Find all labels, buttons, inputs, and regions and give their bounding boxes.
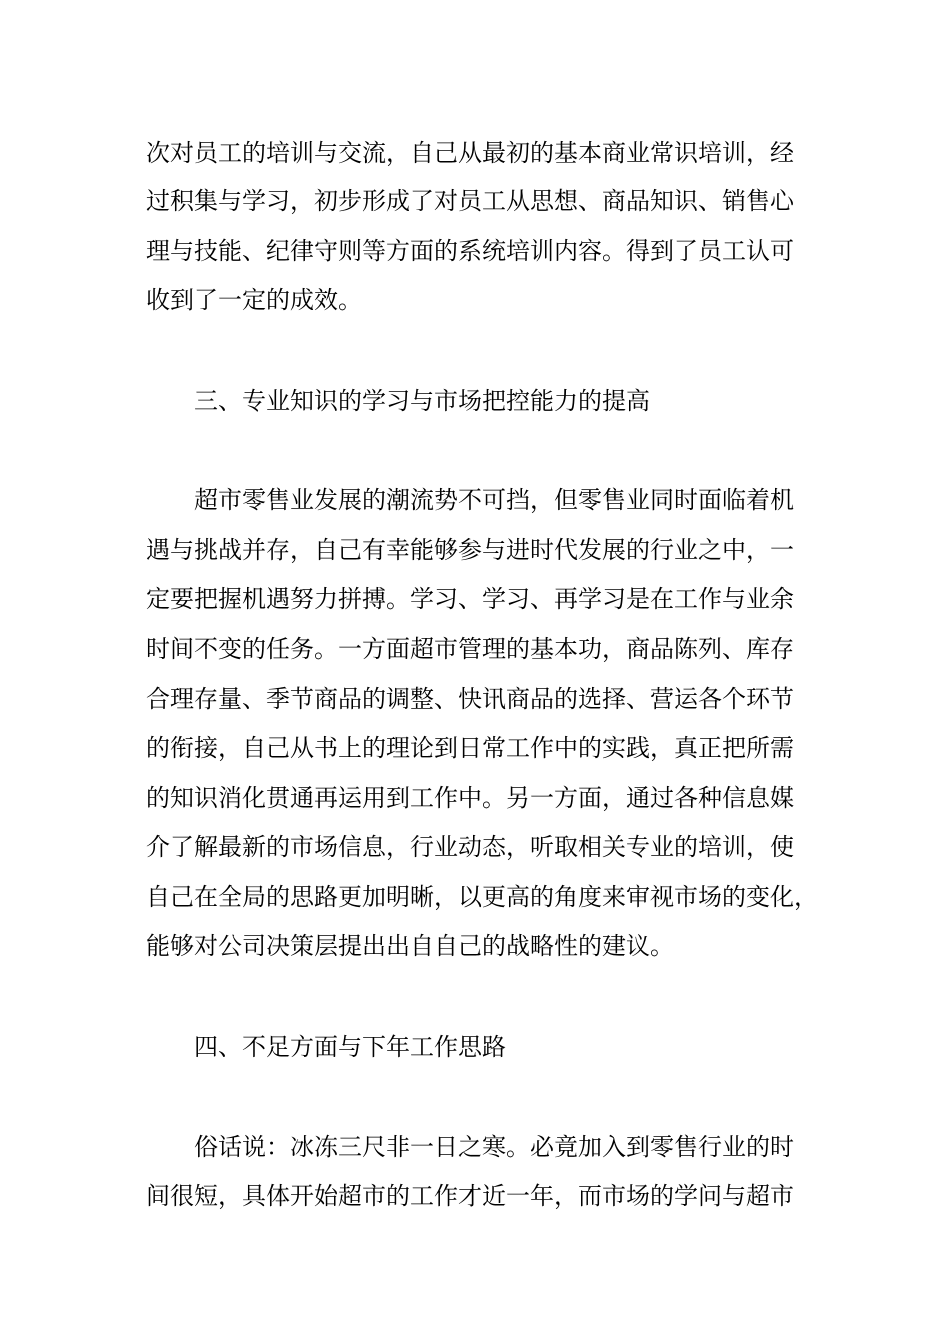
paragraph-2-line-10: 能够对公司决策层提出出自自己的战略性的建议。	[146, 932, 674, 960]
section-heading-4: 四、不足方面与下年工作思路	[194, 1033, 506, 1061]
paragraph-2-line-1: 超市零售业发展的潮流势不可挡，但零售业同时面临着机	[194, 486, 794, 514]
paragraph-1-line-3: 理与技能、纪律守则等方面的系统培训内容。得到了员工认可	[146, 237, 794, 265]
paragraph-2-line-5: 合理存量、季节商品的调整、快讯商品的选择、营运各个环节	[146, 685, 794, 713]
paragraph-1-line-2: 过积集与学习，初步形成了对员工从思想、商品知识、销售心	[146, 187, 794, 215]
paragraph-2-line-9: 自己在全局的思路更加明晰，以更高的角度来审视市场的变化，	[146, 883, 818, 911]
paragraph-2-line-4: 时间不变的任务。一方面超市管理的基本功，商品陈列、库存	[146, 635, 794, 663]
paragraph-3-line-1: 俗话说：冰冻三尺非一日之寒。必竟加入到零售行业的时	[194, 1133, 794, 1161]
paragraph-2-line-6: 的衔接，自己从书上的理论到日常工作中的实践，真正把所需	[146, 734, 794, 762]
paragraph-2-line-7: 的知识消化贯通再运用到工作中。另一方面，通过各种信息媒	[146, 784, 794, 812]
paragraph-2-line-8: 介了解最新的市场信息，行业动态，听取相关专业的培训，使	[146, 833, 794, 861]
paragraph-2-line-3: 定要把握机遇努力拼搏。学习、学习、再学习是在工作与业余	[146, 585, 794, 613]
section-heading-3: 三、专业知识的学习与市场把控能力的提高	[194, 387, 650, 415]
paragraph-3-line-2: 间很短，具体开始超市的工作才近一年，而市场的学问与超市	[146, 1182, 794, 1210]
paragraph-1-line-1: 次对员工的培训与交流，自己从最初的基本商业常识培训，经	[146, 139, 794, 167]
paragraph-1-line-4: 收到了一定的成效。	[146, 286, 362, 314]
paragraph-2-line-2: 遇与挑战并存，自己有幸能够参与进时代发展的行业之中，一	[146, 536, 794, 564]
